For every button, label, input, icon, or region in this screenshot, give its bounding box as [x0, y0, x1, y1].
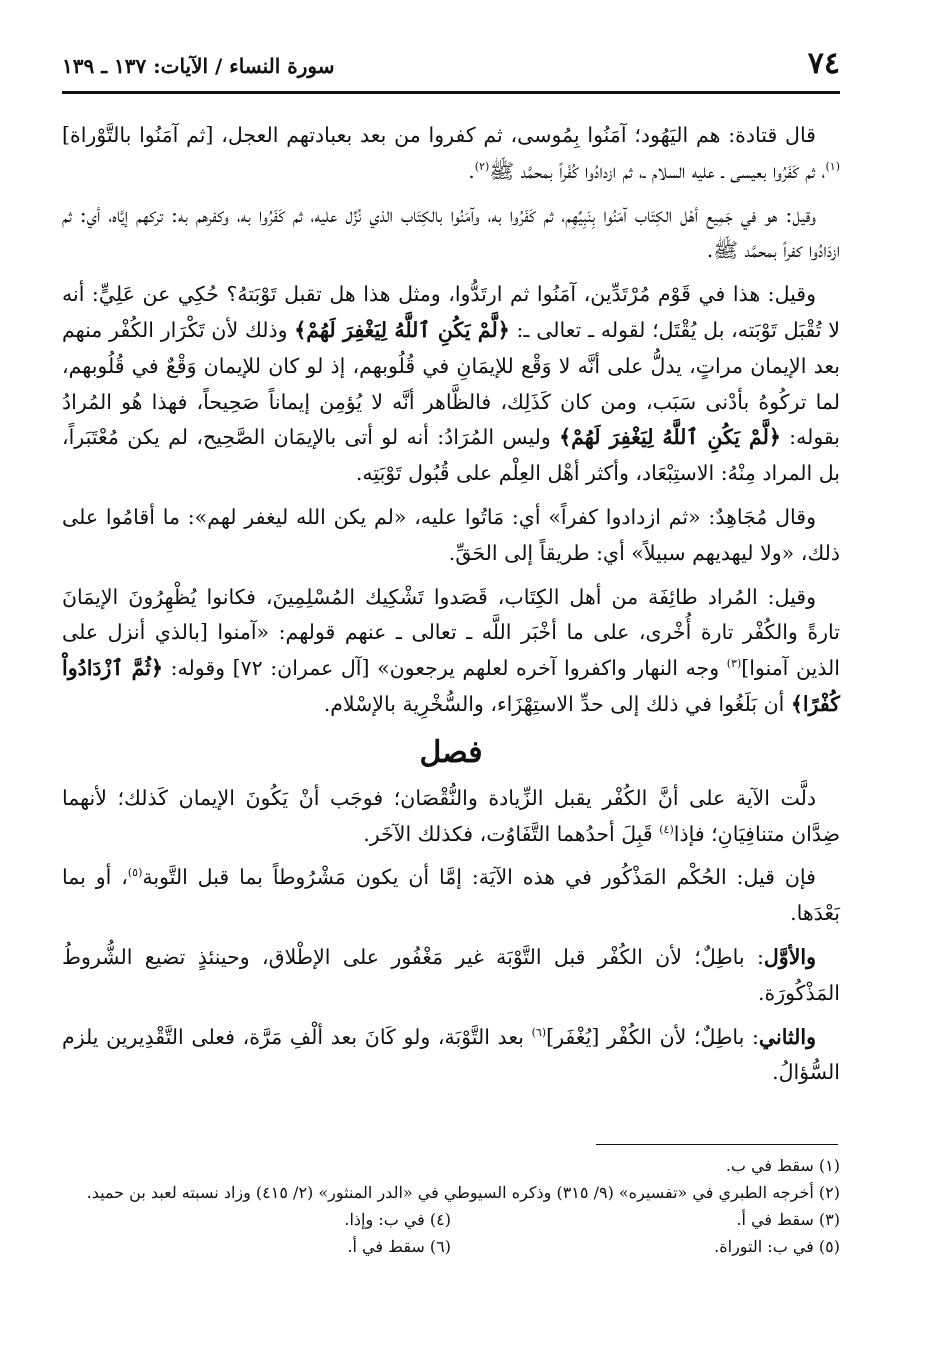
paragraph-murtaddin — [62, 277, 840, 492]
footnote-ref[interactable]: (٦) — [531, 1025, 547, 1039]
text-run: وقال مُجَاهِدٌ: «ثم ازدادوا كفراً» أي: مَاتُوا عليه، «لم يكن الله ليغفر لهم»: ما أقامُوا على ذلك، «ولا ليهديهم سبيلاً» أي: طريقاً إلى الحَقِّ. — [62, 504, 840, 565]
text-run: وجه النهار واكفروا آخره لعلهم يرجعون» [آل عمران: ٧٢] وقوله: — [163, 656, 727, 681]
running-title: سورة النساء / الآيات: ١٣٧ ـ ١٣٩ — [62, 54, 335, 78]
quran-quote: ﴿لَّمْ يَكُنِ ٱللَّهُ لِيَغْفِرَ لَهُمْ﴾ — [559, 425, 781, 450]
text-run: فإن قيل: الحُكْم المَذْكُور في هذه الآيَة: إمَّا أن يكون مَشْرُوطاً بما قبل التَّوبة — [142, 865, 816, 890]
quran-quote: ﴿ثُمَّ ٱزْدَادُواْ كُفْرًا﴾ — [62, 656, 840, 716]
footnote-ref[interactable]: (٥) — [127, 866, 143, 880]
page-number: ٧٤ — [807, 46, 840, 81]
paragraph-ziyada — [62, 781, 840, 853]
footnote-2: (٢) أخرجه الطبري في «تفسيره» (٩/ ٣١٥) وذكره السيوطي في «الدر المنثور» (٢/ ٤١٥) وزاد نسبته لعبد بن حميد. — [86, 1183, 840, 1202]
paragraph-qatada — [62, 118, 840, 190]
paragraph-ahl-kitab — [62, 198, 840, 270]
header-rule — [62, 91, 840, 94]
section-heading: فصل — [419, 734, 483, 770]
footnote-6: (٦) سقط في أ. — [347, 1237, 451, 1256]
lead-term: والأوَّل — [763, 944, 816, 969]
footnotes — [62, 1152, 840, 1260]
text-run: دلَّت الآية على أنَّ الكُفْر يقبل الزِّيادة والنُّقْصَان؛ فوجَب أنْ يَكُونَ الإيمان كَذلك؛ لأنهما ضِدَّان متنافِيَانِ؛ فإذا — [62, 785, 840, 846]
footnote-3: (٣) سقط في أ. — [736, 1210, 840, 1229]
text-run: قال قتادة: هم اليَهُود؛ آمَنُوا بِمُوسى، ثم كفروا من بعد بعبادتهم العجل، [ثم آمَنُوا بالتَّوْراة] — [62, 123, 816, 147]
footnote-row — [62, 1233, 840, 1260]
text-run: أن بَلَغُوا في ذلك إلى حدِّ الاستِهْزَاء، والسُّخْرِية بالإسْلام. — [323, 691, 791, 716]
text-run: قَبِلَ أحدُهما التَّفَاوُت، فكذلك الآخَر. — [363, 821, 660, 846]
paragraph-taifa — [62, 580, 840, 723]
text-run: . — [468, 158, 475, 183]
footnote-ref[interactable]: (٢) — [474, 159, 490, 173]
paragraph-second — [62, 1020, 840, 1092]
paragraph-mujahid — [62, 500, 840, 572]
main-text — [62, 118, 840, 1099]
text-run: وقيل: هذا في قَوْم مُرْتَدِّين، آمَنُوا ثم ارتَدُّوا، ومثل هذا هل تقبل تَوْبَتهُ؟ حُكِي عن عَلِيٍّ: أنه لا تُقْبَل تَوْبَته، بل يُقْتَل؛ لقوله ـ تعالى ـ: — [62, 282, 840, 342]
paragraph-first — [62, 940, 840, 1012]
page-header — [62, 44, 840, 94]
lead-term: والثاني — [758, 1024, 816, 1049]
quran-quote: ﴿لَّمْ يَكُنِ ٱللَّهُ لِيَغْفِرَ لَهُمْ﴾ — [294, 317, 510, 342]
footnote-5: (٥) في ب: التوراة. — [714, 1237, 840, 1256]
text-run: : باطِلٌ؛ لأن الكُفْر قبل التَّوْبَة غير مَغْفُور على الإطْلاق، وحينئذٍ تضيع الشُّروطُ المَذْكُورَة. — [62, 944, 840, 1005]
footnote-ref[interactable]: (١) — [825, 159, 840, 173]
text-run: وذلك لأن تَكْرَار الكُفْر منهم بعد الإيمان مراتٍ، يدلُّ على أنَّه لا وَقْع للإيمَانِ في قُلُوبهم، إذ لو كان للإيمان وَقْعٌ في قُلُوبهم، لما تركُوهُ بأدْنى سَبَب، ومن كان كَذَلِك، فالظَّاهر أنَّه لا يُؤمِن إيماناً صَحِيحاً، فهذا هُو المُرادُ بقوله: — [62, 317, 840, 450]
footnote-ref[interactable]: (٣) — [726, 657, 742, 671]
text-run: ، ثم كَفَرُوا بعيسى ـ عليه السلام ـ، ثم ازدادُوا كُفْراً بمحمَّد ﷺ — [489, 158, 826, 183]
text-run: وقيل: هو في جَمِيع أهْل الكِتَاب آمَنُوا بِنَبِيِّهِم، ثم كَفَرُوا به، وآمَنُوا بالكِتَاب الذي نُزِّل عليه، ثم كَفَرُوا به، وكفرهم به: تركهم إيَّاه، أي: ثم ازدَادُوا كفراً بمحمَّد ﷺ. — [62, 202, 840, 263]
paragraph-objection — [62, 860, 840, 932]
text-run: وقيل: المُراد طائِفَة من أهل الكِتَاب، قَصَدوا تَشْكِيك المُسْلِمِينَ، فكانوا يُظْهِرُونَ الإيمَانَ تارةً والكُفْر تارة أُخْرى، على ما أخْبَر اللَّه ـ تعالى ـ عنهم قولهم: «آمنوا [بالذي أنزل على الذين آمنوا] — [62, 584, 840, 681]
text-run: بعد التَّوْبَة، ولو كَانَ بعد ألْفِ مَرَّة، فعلى التَّقْدِيرين يلزم السُّؤالُ. — [62, 1024, 840, 1085]
footnote-4: (٤) في ب: وإذا. — [344, 1210, 451, 1229]
footnote-row — [62, 1206, 840, 1233]
footnote-separator — [596, 1144, 838, 1145]
text-run: وليس المُرَادُ: أنه لو أتى بالإيمَان الصَّحِيح، لم يكن مُعْتَبَراً، بل المراد مِنْهُ: الاستِبْعَاد، وأكثر أهْل العِلْم على قُبُول تَوْبَتِه. — [62, 425, 840, 486]
text-run: : باطِلٌ؛ لأن الكُفْر [يُغْفَر] — [546, 1024, 759, 1049]
footnote-ref[interactable]: (٤) — [659, 822, 674, 836]
text-run: ، أو بما بَعْدَها. — [62, 865, 840, 926]
footnote-1: (١) سقط في ب. — [725, 1156, 840, 1175]
